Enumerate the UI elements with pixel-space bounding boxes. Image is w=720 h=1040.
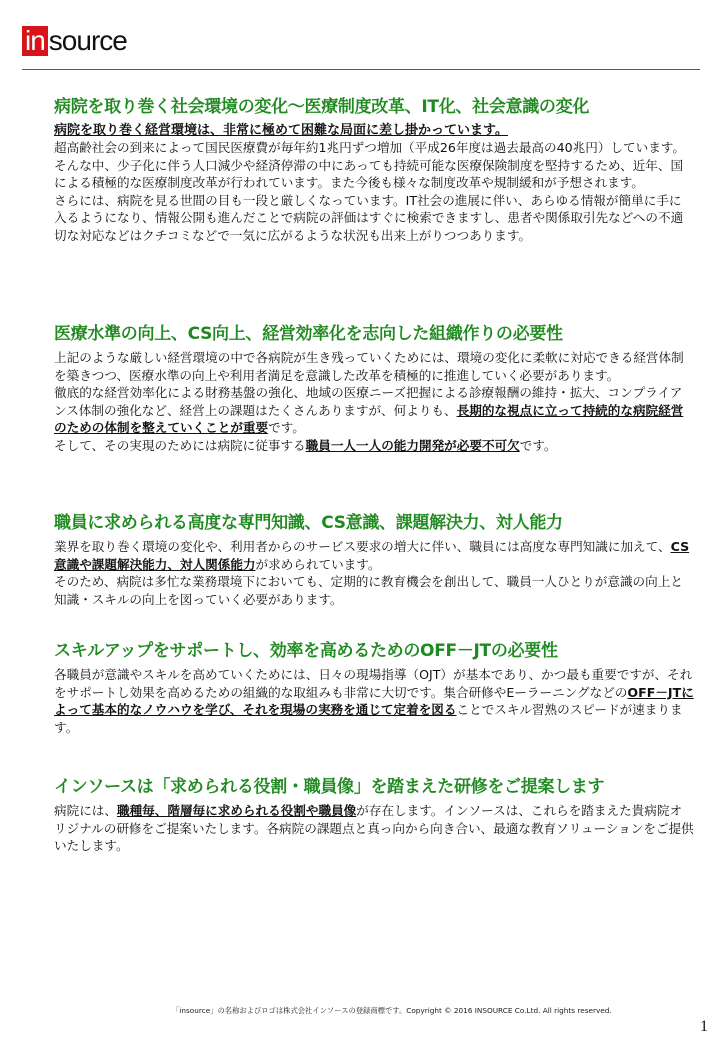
paragraph: さらには、病院を見る世間の目も一段と厳しくなっています。IT社会の進展に伴い、あらゆる情報が簡単に手に入るようになり、情報公開も進んだことで病院の評価はすぐに検索できますし、患者や関係取引先などへの不適切な対応などはクチコミなどで一気に広がるような状況も出来上がりつつあります。 <box>54 192 684 243</box>
header-rule <box>22 69 700 70</box>
section-lead: 病院を取り巻く経営環境は、非常に極めて困難な局面に差し掛かっています。 <box>54 123 508 138</box>
section-title: 職員に求められる高度な専門知識、CS意識、課題解決力、対人能力 <box>54 513 563 533</box>
text: です。 <box>268 420 305 435</box>
section-offjt <box>54 640 694 736</box>
paragraph <box>54 437 694 455</box>
text: そして、その実現のためには病院に従事する <box>54 437 306 453</box>
paragraph: 超高齢社会の到来によって国民医療費が毎年約1兆円ずつ増加（平成26年度は過去最高の40兆円）しています。そんな中、少子化に伴う人口減少や経済停滞の中にあっても持続可能な医療保険制度を堅持するため、近年、国による積極的な医療制度改革が行われています。また今後も様々な制度改革や規制緩和が予想されます。 <box>54 140 685 190</box>
paragraph: そのため、病院は多忙な業務環境下においても、定期的に教育機会を創出して、職員一人ひとりが意識の向上と知識・スキルの向上を図っていく必要があります。 <box>54 574 683 607</box>
paragraph <box>54 384 694 437</box>
paragraph <box>54 538 694 573</box>
emphasis: 職種毎、階層毎に求められる役割や職員像 <box>116 803 357 818</box>
logo-in: in <box>22 26 48 56</box>
emphasis: 職員一人一人の能力開発が必要不可欠 <box>305 437 520 453</box>
section-title: スキルアップをサポートし、効率を高めるためのOFF－JTの必要性 <box>54 641 558 661</box>
logo-source: source <box>48 25 127 56</box>
paragraph: 上記のような厳しい経営環境の中で各病院が生き残っていくためには、環境の変化に柔軟に対応できる経営体制を築きつつ、医療水準の向上や利用者満足を意識した改革を積極的に推進していく必要があります。 <box>54 350 684 383</box>
emphasis: CS意識や課題解決能力、対人関係能力 <box>54 539 690 572</box>
text: 業界を取り巻く環境の変化や、利用者からのサービス要求の増大に伴い、職員には高度な専門知識に加えて、 <box>54 539 671 554</box>
text: 徹底的な経営効率化による財務基盤の強化、地域の医療ニーズ把握による診療報酬の維持・拡大、コンプライアンス体制の強化など、経営上の課題はたくさんありますが、何よりも、 <box>54 385 683 418</box>
section-skills <box>54 512 694 608</box>
section-title: インソースは「求められる役割・職員像」を踏まえた研修をご提案します <box>54 777 605 797</box>
section-organization <box>54 323 694 454</box>
emphasis: 長期的な視点に立って持続的な病院経営のための体制を整えていくことが重要 <box>54 402 684 435</box>
text: が求められています。 <box>255 556 381 572</box>
emphasis: OFF－JTによって基本的なノウハウを学び、それを現場の実務を通じて定着を図る <box>54 684 694 717</box>
text: ことでスキル習熟のスピードが速まります。 <box>54 702 683 735</box>
paragraph <box>54 666 694 736</box>
paragraph <box>54 802 694 855</box>
text: 病院には、 <box>54 803 117 818</box>
text: です。 <box>519 437 557 453</box>
section-environment <box>54 96 694 244</box>
section-proposal <box>54 776 694 855</box>
text: が存在します。インソースは、これらを踏まえた貴病院オリジナルの研修をご提案いたします。各病院の課題点と真っ向から向き合い、最適な教育ソリューションをご提供いたします。 <box>54 803 694 853</box>
insource-logo <box>22 26 127 56</box>
section-title: 医療水準の向上、CS向上、経営効率化を志向した組織作りの必要性 <box>54 324 563 344</box>
copyright-notice: 「insource」の名称およびロゴは株式会社インソースの登録商標です。Copyright © 2016 INSOURCE Co.Ltd. All rights reserved. <box>172 1006 612 1015</box>
section-title: 病院を取り巻く社会環境の変化～医療制度改革、IT化、社会意識の変化 <box>54 97 590 117</box>
page-number: 1 <box>700 1018 708 1035</box>
text: 各職員が意識やスキルを高めていくためには、日々の現場指導（OJT）が基本であり、かつ最も重要ですが、それをサポートし効果を高めるための組織的な取組みも非常に大切です。集合研修やEーラーニングなどの <box>54 667 693 700</box>
